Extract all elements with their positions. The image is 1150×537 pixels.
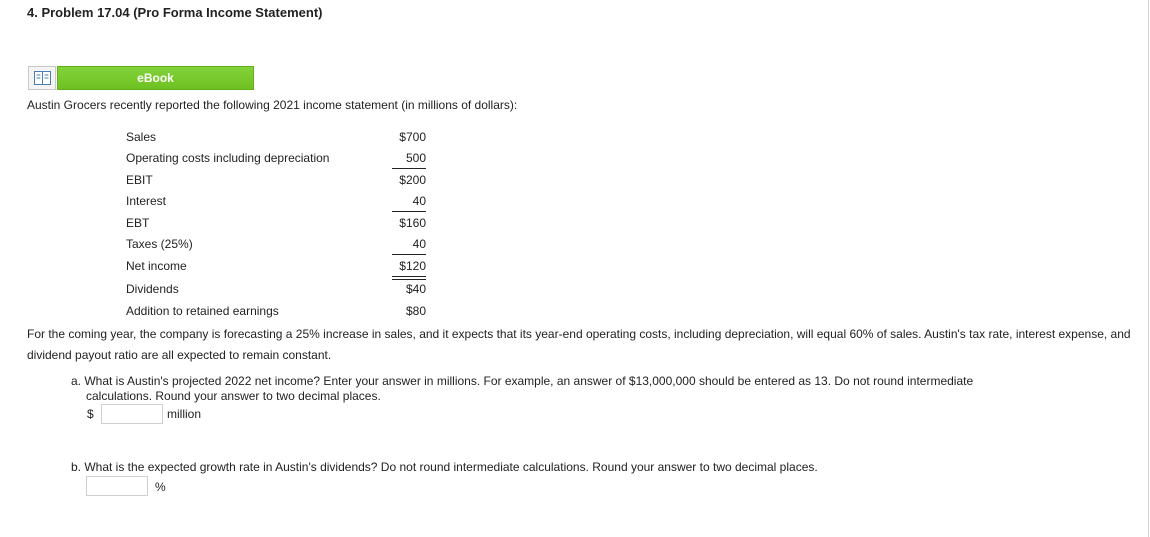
row-label: Net income xyxy=(126,259,187,273)
question-a-text-line1: a. What is Austin's projected 2022 net income? Enter your answer in millions. For example, an answer of $13,000,000 should be entered as 13. Do not round intermediate xyxy=(71,374,974,388)
page-right-border xyxy=(1148,0,1149,537)
row-value: 40 xyxy=(412,194,426,208)
row-value: $700 xyxy=(399,130,426,144)
subtotal-rule xyxy=(392,168,426,169)
row-value: $120 xyxy=(399,259,426,273)
row-value: $200 xyxy=(399,173,426,187)
dollar-prefix: $ xyxy=(87,407,94,421)
row-label: Interest xyxy=(126,194,167,208)
row-value: $40 xyxy=(405,282,426,296)
subtotal-rule xyxy=(392,254,426,255)
dividend-growth-input[interactable] xyxy=(86,476,148,496)
million-unit: million xyxy=(167,407,202,421)
row-value: $160 xyxy=(399,216,426,230)
problem-title: 4. Problem 17.04 (Pro Forma Income Statement) xyxy=(27,5,323,20)
row-value: 40 xyxy=(412,237,426,251)
statement-row-dividends xyxy=(126,282,426,300)
statement-row-taxes xyxy=(126,237,426,255)
row-label: Sales xyxy=(126,130,157,144)
statement-row-interest xyxy=(126,194,426,212)
net-income-input[interactable] xyxy=(101,404,163,424)
row-value: $80 xyxy=(405,304,426,318)
statement-row-ebt xyxy=(126,216,426,234)
ebook-icon[interactable] xyxy=(28,66,56,90)
row-label: Taxes (25%) xyxy=(126,237,193,251)
total-double-rule-top xyxy=(392,276,426,277)
row-label: EBIT xyxy=(126,173,153,187)
statement-row-ebit xyxy=(126,173,426,191)
question-a xyxy=(71,374,1121,404)
subtotal-rule xyxy=(392,211,426,212)
row-value: 500 xyxy=(405,151,426,165)
question-b-text: b. What is the expected growth rate in Austin's dividends? Do not round intermediate calculations. Round your answer to two decimal places. xyxy=(71,460,818,474)
row-label: Addition to retained earnings xyxy=(126,304,279,318)
total-double-rule-bottom xyxy=(392,279,426,280)
problem-paragraph: For the coming year, the company is forecasting a 25% increase in sales, and it expects that its year-end operating costs, including depreciation, will equal 60% of sales. Austin's tax rate, interest expense, and dividend payout ratio are all expected to remain constant. xyxy=(27,327,1131,362)
statement-row-retained-earnings xyxy=(126,304,426,322)
book-icon xyxy=(34,71,51,85)
intro-text: Austin Grocers recently reported the following 2021 income statement (in millions of dollars): xyxy=(27,98,518,112)
statement-row-sales xyxy=(126,130,426,148)
statement-row-operating-costs xyxy=(126,151,426,169)
percent-unit: % xyxy=(155,480,166,494)
question-a-text-line2: calculations. Round your answer to two decimal places. xyxy=(86,389,381,403)
row-label: Dividends xyxy=(126,282,179,296)
ebook-button[interactable]: eBook xyxy=(57,66,254,90)
row-label: Operating costs including depreciation xyxy=(126,151,330,165)
row-label: EBT xyxy=(126,216,150,230)
statement-row-net-income xyxy=(126,259,426,277)
